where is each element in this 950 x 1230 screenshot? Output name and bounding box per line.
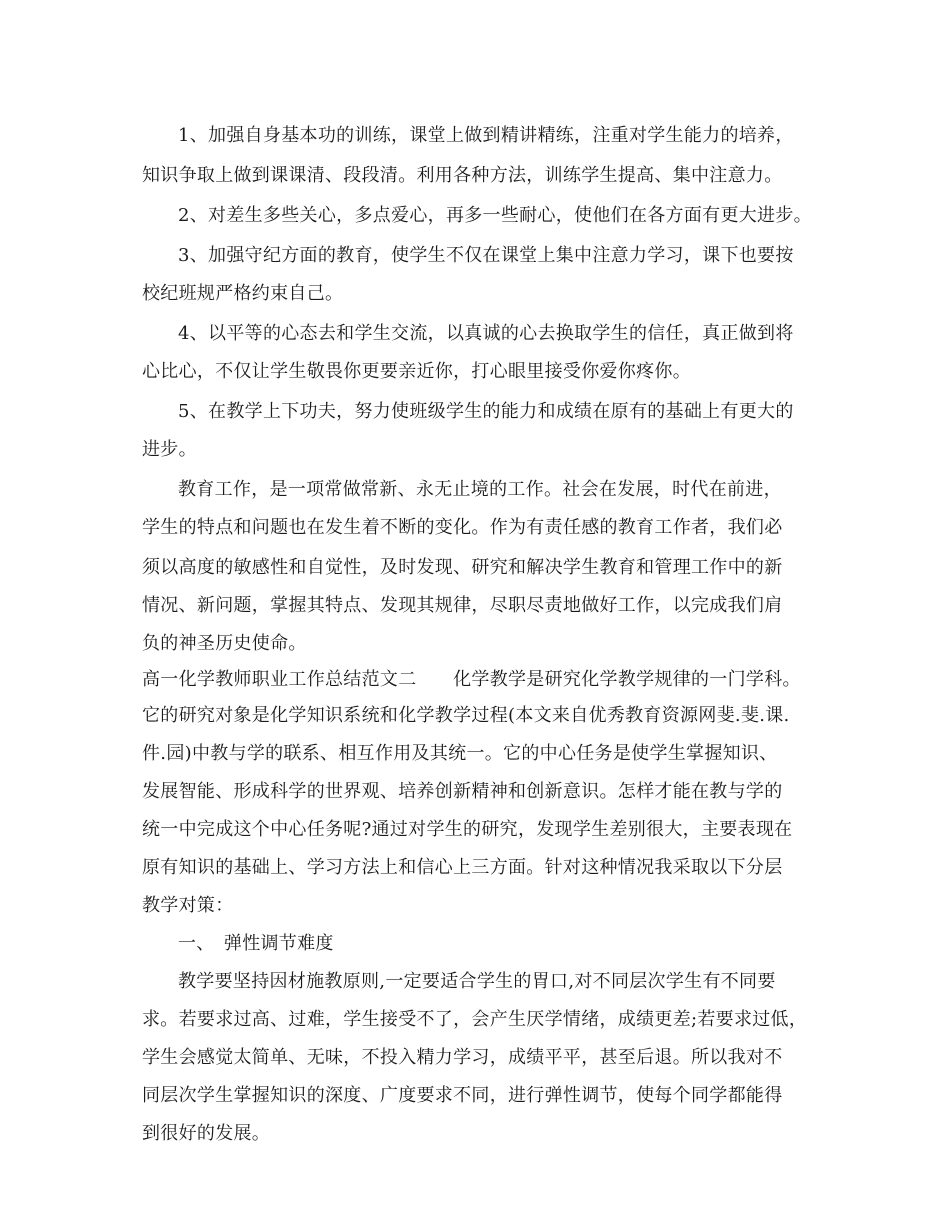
text-line: 负的神圣历史使命。 xyxy=(142,633,307,654)
text-line: 求。若要求过高、过难，学生接受不了，会产生厌学情绪，成绩更差;若要求过低， xyxy=(142,1009,808,1030)
text-line: 教育工作，是一项常做常新、永无止境的工作。社会在发展，时代在前进， xyxy=(178,479,782,500)
text-line: 心比心，不仅让学生敬畏你更要亲近你，打心眼里接受你爱你疼你。 xyxy=(142,361,691,382)
text-line: 它的研究对象是化学知识系统和化学教学过程(本文来自优秀教育资源网斐.斐.课. xyxy=(142,705,790,726)
text-line: 知识争取上做到课课清、段段清。利用各种方法，训练学生提高、集中注意力。 xyxy=(142,165,783,186)
text-line: 校纪班规严格约束自己。 xyxy=(142,283,344,304)
text-line: 情况、新问题，掌握其特点、发现其规律，尽职尽责地做好工作，以完成我们肩 xyxy=(142,595,783,616)
text-line: 同层次学生掌握知识的深度、广度要求不同，进行弹性调节，使每个同学都能得 xyxy=(142,1085,783,1106)
text-line: 到很好的发展。 xyxy=(142,1123,271,1144)
text-line: 进步。 xyxy=(142,439,197,460)
text-line: 教学要坚持因材施教原则,一定要适合学生的胃口,对不同层次学生有不同要 xyxy=(178,971,776,992)
text-line: 1、加强自身基本功的训练，课堂上做到精讲精练，注重对学生能力的培养， xyxy=(178,125,794,146)
text-line: 2、对差生多些关心，多点爱心，再多一些耐心，使他们在各方面有更大进步。 xyxy=(178,205,812,226)
text-line: 发展智能、形成科学的世界观、培养创新精神和创新意识。怎样才能在教与学的 xyxy=(142,781,783,802)
text-line: 学生会感觉太简单、无味，不投入精力学习，成绩平平，甚至后退。所以我对不 xyxy=(142,1047,783,1068)
text-line: 5、在教学上下功夫，努力使班级学生的能力和成绩在原有的基础上有更大的 xyxy=(178,401,794,422)
text-line: 学生的特点和问题也在发生着不断的变化。作为有责任感的教育工作者，我们必 xyxy=(142,517,783,538)
text-line: 统一中完成这个中心任务呢?通过对学生的研究，发现学生差别很大，主要表现在 xyxy=(142,819,793,840)
subheading-line: 一、 弹性调节难度 xyxy=(178,933,334,954)
section-heading-line: 高一化学教师职业工作总结范文二 化学教学是研究化学教学规律的一门学科。 xyxy=(142,669,801,690)
text-line: 原有知识的基础上、学习方法上和信心上三方面。针对这种情况我采取以下分层 xyxy=(142,857,783,878)
text-line: 3、加强守纪方面的教育，使学生不仅在课堂上集中注意力学习，课下也要按 xyxy=(178,245,794,266)
text-line: 教学对策： xyxy=(142,895,234,916)
text-line: 须以高度的敏感性和自觉性，及时发现、研究和解决学生教育和管理工作中的新 xyxy=(142,557,783,578)
text-line: 4、以平等的心态去和学生交流，以真诚的心去换取学生的信任，真正做到将 xyxy=(178,323,794,344)
text-line: 件.园)中教与学的联系、相互作用及其统一。它的中心任务是使学生掌握知识、 xyxy=(142,743,778,764)
